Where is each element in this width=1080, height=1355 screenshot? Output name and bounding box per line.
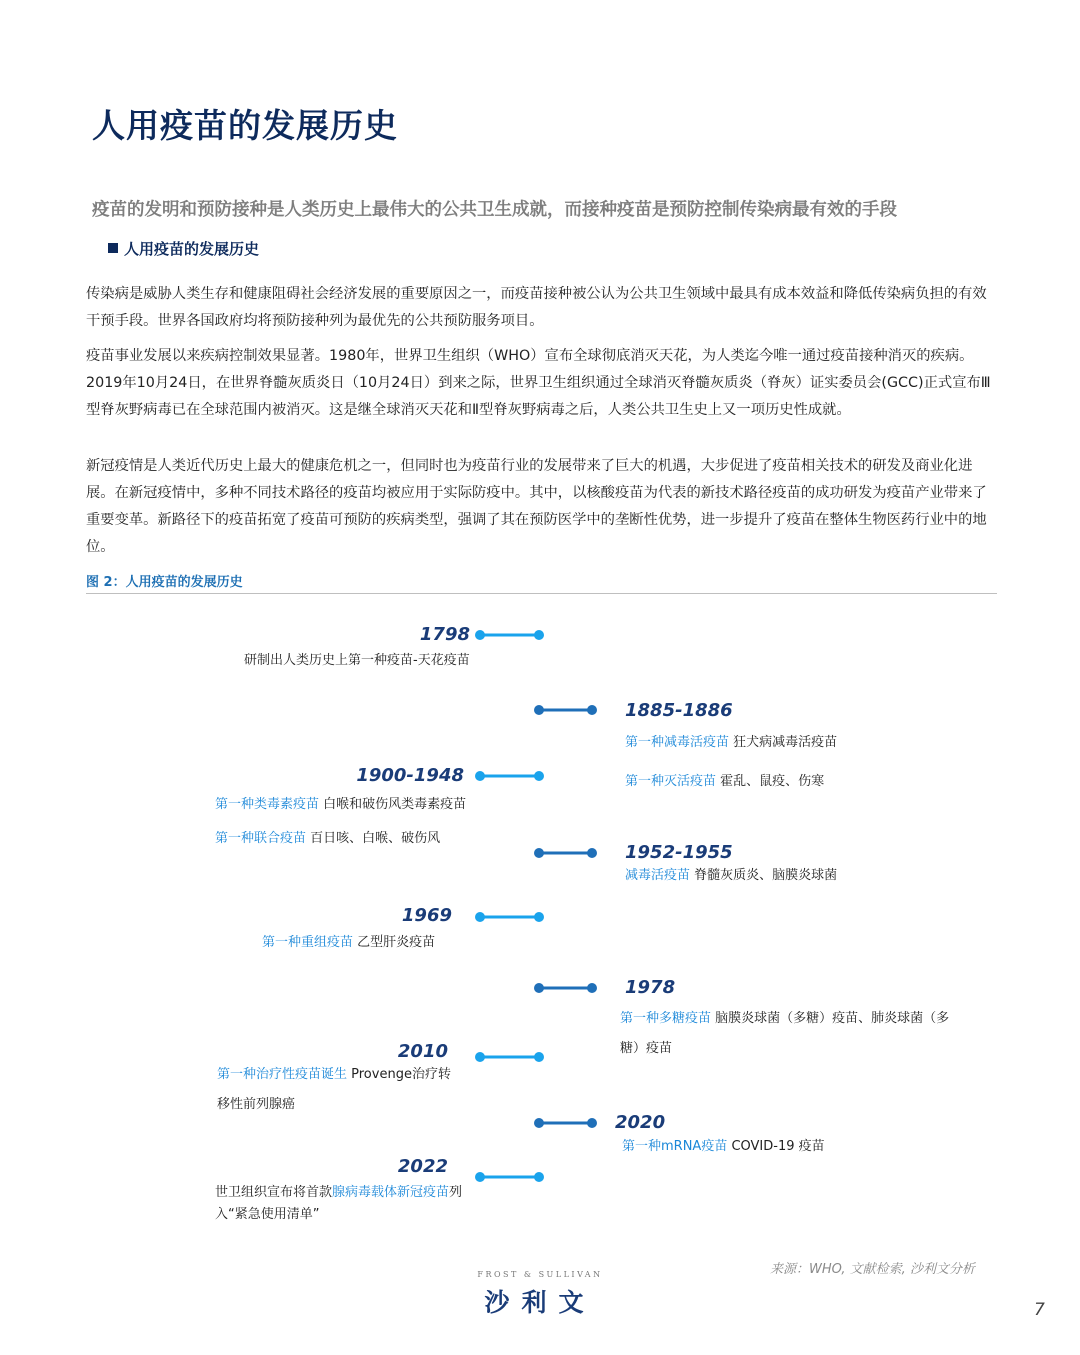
timeline-year: 1969: [401, 905, 452, 926]
timeline-event-line: [625, 865, 925, 887]
timeline-event-line: [625, 727, 925, 758]
event-highlight-text: 第一种重组疫苗: [262, 935, 358, 950]
figure-caption: 图 2：人用疫苗的发展历史: [86, 575, 243, 590]
event-highlight-text: 减毒活疫苗: [625, 868, 695, 883]
event-detail-text: 研制出人类历史上第一种疫苗-天花疫苗: [244, 653, 470, 668]
timeline-event-line: [244, 646, 474, 676]
timeline-event-description: [620, 1004, 950, 1064]
timeline-axis-dot: [534, 1118, 544, 1128]
timeline-endpoint-dot: [587, 1118, 597, 1128]
timeline-axis-dot: [534, 983, 544, 993]
timeline-year: 2010: [397, 1041, 448, 1062]
event-highlight-text: 第一种联合疫苗: [215, 831, 311, 846]
page-title: 人用疫苗的发展历史: [92, 106, 398, 145]
event-detail-text: 白喉和破伤风类毒素疫苗: [323, 797, 467, 812]
timeline-year: 1885-1886: [625, 700, 733, 721]
timeline-event-line: [215, 828, 485, 850]
event-highlight-text: 腺病毒载体新冠疫苗: [332, 1185, 450, 1200]
timeline-event-description: [217, 1060, 462, 1120]
timeline-event-description: [244, 646, 474, 676]
timeline-endpoint-dot: [475, 771, 485, 781]
event-highlight-text: 第一种多糖疫苗: [620, 1011, 716, 1026]
body-paragraph: 新冠疫情是人类近代历史上最大的健康危机之一，但同时也为疫苗行业的发展带来了巨大的机遇，大步促进了疫苗相关技术的研发及商业化进展。在新冠疫情中，多种不同技术路径的疫苗均被应用于实际防疫中。其中，以核酸疫苗为代表的新技术路径疫苗的成功研发为疫苗产业带来了重要变革。新路径下的疫苗拓宽了疫苗可预防的疾病类型，强调了其在预防医学中的垄断性优势，进一步提升了疫苗在整体生物医药行业中的地位。: [86, 458, 987, 555]
timeline-axis-dot: [534, 771, 544, 781]
event-detail-text: 霍乱、鼠疫、伤寒: [720, 774, 825, 789]
event-detail-text: 脊髓灰质炎、脑膜炎球菌: [694, 868, 838, 883]
timeline-event-description: [215, 1182, 475, 1226]
event-prefix-text: 世卫组织宣布将首款: [215, 1185, 333, 1200]
timeline-axis-dot: [534, 705, 544, 715]
timeline-endpoint-dot: [475, 1052, 485, 1062]
timeline-event-description: [262, 932, 492, 954]
section-heading: 人用疫苗的发展历史: [124, 240, 260, 258]
source-note: 来源：WHO, 文献检索, 沙利文分析: [770, 1262, 975, 1277]
body-paragraph: 传染病是威胁人类生存和健康阻碍社会经济发展的重要原因之一，而疫苗接种被公认为公共卫生领域中最具有成本效益和降低传染病负担的有效干预手段。世界各国政府均将预防接种列为最优先的公共预防服务项目。: [86, 286, 987, 329]
timeline-axis-dot: [534, 630, 544, 640]
timeline-event-line: [622, 1136, 942, 1158]
timeline-endpoint-dot: [587, 705, 597, 715]
event-detail-text: 乙型肝炎疫苗: [357, 935, 436, 950]
event-detail-text: Provenge治疗转移性前列腺癌: [217, 1067, 451, 1112]
timeline-endpoint-dot: [475, 630, 485, 640]
event-detail-text: 狂犬病减毒活疫苗: [733, 735, 838, 750]
timeline-event-line: [215, 1182, 475, 1226]
timeline-year: 2020: [615, 1112, 666, 1133]
timeline-axis-dot: [534, 848, 544, 858]
logo-wordmark-en: FROST & SULLIVAN: [477, 1270, 603, 1279]
timeline-year: 1952-1955: [625, 842, 733, 863]
timeline-endpoint-dot: [475, 1172, 485, 1182]
timeline-event-line: [215, 794, 485, 816]
timeline-event-description: [622, 1136, 942, 1158]
timeline-year: 1798: [419, 624, 470, 645]
timeline-axis-dot: [534, 1052, 544, 1062]
event-detail-text: 百日咳、白喉、破伤风: [310, 831, 441, 846]
logo-wordmark-cn: 沙利文: [484, 1288, 596, 1317]
timeline-event-description: [215, 794, 485, 850]
event-detail-text: COVID-19 疫苗: [731, 1139, 825, 1154]
event-detail-text: 脑膜炎球菌（多糖）疫苗、肺炎球菌（多糖）疫苗: [620, 1011, 950, 1056]
timeline-year: 1978: [625, 977, 676, 998]
timeline-event-description: [625, 727, 925, 797]
timeline-event-description: [625, 865, 925, 887]
event-highlight-text: 第一种灭活疫苗: [625, 774, 721, 789]
timeline-axis-dot: [534, 912, 544, 922]
page-subtitle: 疫苗的发明和预防接种是人类历史上最伟大的公共卫生成就，而接种疫苗是预防控制传染病最有效的手段: [92, 200, 897, 220]
page-number: 7: [1034, 1300, 1045, 1320]
timeline-endpoint-dot: [587, 848, 597, 858]
timeline-event-line: [262, 932, 492, 954]
event-highlight-text: 第一种治疗性疫苗诞生: [217, 1067, 352, 1082]
event-highlight-text: 第一种类毒素疫苗: [215, 797, 324, 812]
timeline-endpoint-dot: [587, 983, 597, 993]
timeline-endpoint-dot: [475, 912, 485, 922]
body-paragraph: 疫苗事业发展以来疾病控制效果显著。1980年，世界卫生组织（WHO）宣布全球彻底消灭天花，为人类迄今唯一通过疫苗接种消灭的疾病。2019年10月24日，在世界脊髓灰质炎日（10月24日）到来之际，世界卫生组织通过全球消灭脊髓灰质炎（脊灰）证实委员会(GCC)正式宣布Ⅲ型脊灰野病毒已在全球范围内被消灭。这是继全球消灭天花和Ⅱ型脊灰野病毒之后，人类公共卫生史上又一项历史性成就。: [86, 348, 991, 418]
timeline-year: 2022: [397, 1156, 448, 1177]
timeline-event-line: [217, 1060, 462, 1120]
timeline-event-line: [620, 1004, 950, 1064]
timeline-year: 1900-1948: [356, 765, 464, 786]
event-detail-text: 列入“紧急使用清单”: [215, 1185, 463, 1222]
event-highlight-text: 第一种减毒活疫苗: [625, 735, 734, 750]
timeline-event-line: [625, 766, 925, 797]
timeline-axis-dot: [534, 1172, 544, 1182]
event-highlight-text: 第一种mRNA疫苗: [622, 1139, 732, 1154]
